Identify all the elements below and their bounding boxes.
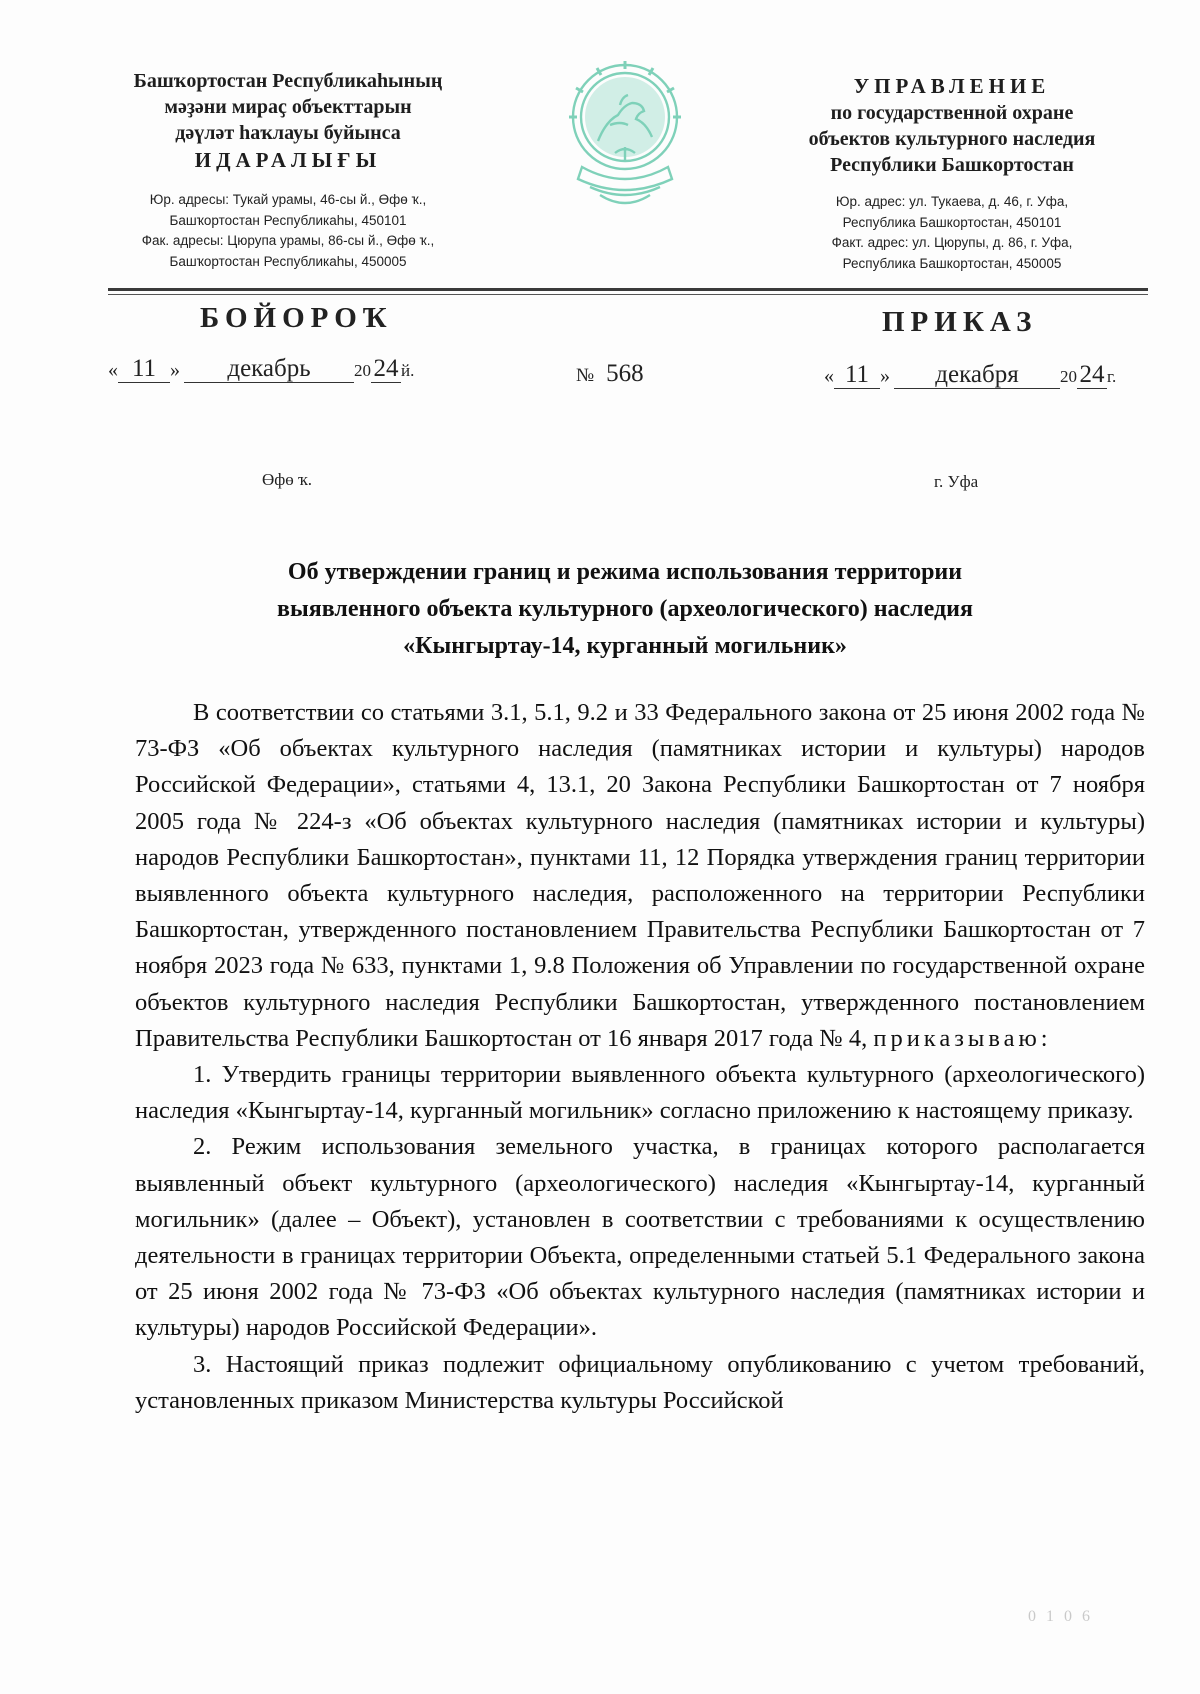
date-year-unit: г.: [1107, 367, 1117, 386]
number-label: №: [576, 365, 595, 386]
org-name-caps: УПРАВЛЕНИЕ: [853, 74, 1051, 98]
city-russian: г. Уфа: [934, 472, 979, 491]
preamble-paragraph: [135, 695, 1145, 1057]
address-line: Факт. адрес: ул. Цюрупы, д. 86, г. Уфа,: [831, 235, 1073, 250]
date-year-unit: й.: [401, 361, 415, 380]
date-year-suffix: 24: [371, 356, 401, 383]
number-value: 568: [606, 360, 644, 387]
order-word: приказываю:: [873, 1024, 1052, 1052]
address-line: Башҡортостан Республикаһы, 450101: [169, 212, 407, 228]
document-title: [150, 554, 1100, 665]
address-line: Республика Башкортостан, 450005: [842, 255, 1062, 271]
date-day: 11: [118, 356, 170, 383]
faint-page-mark: 0 1 0 6: [1028, 1608, 1093, 1625]
org-name-line: по государственной охране: [830, 102, 1074, 124]
date-year-prefix: 20: [354, 361, 371, 380]
org-name-line: дәүләт һаҡлауы буйынса: [175, 122, 401, 144]
quote-close: »: [170, 359, 180, 381]
preamble-text: В соответствии со статьями 3.1, 5.1, 9.2 и 33 Федерального закона от 25 июня 2002 года № 73-ФЗ «Об объектах культурного наследия (памятниках истории и культуры) народов Российской Федерации», статьями 4, 13.1, 20 Закона Республики Башкортостан от 7 ноября 2005 года № 224-з «Об объектах культурного наследия (памятниках истории и культуры) народов Республики Башкортостан», пунктами 11, 12 Порядка утверждения границ территории выявленного объекта культурного наследия, расположенного на территории Республики Башкортостан, утвержденного постановлением Правительства Республики Башкортостан от 7 ноября 2023 года № 633, пунктами 1, 9.8 Положения об Управлении по государственной охране объектов культурного наследия Республики Башкортостан, утвержденного постановлением Правительства Республики Башкортостан от 16 января 2017 года № 4,: [135, 699, 1145, 1052]
quote-open: «: [108, 359, 118, 381]
address-line: Фак. адресы: Цюрупа урамы, 86-сы й., Өфө ҡ.,: [141, 233, 435, 248]
date-month: декабрь: [184, 356, 354, 383]
quote-open: «: [824, 365, 834, 387]
order-title-bashkir: БОЙОРОҠ: [200, 302, 393, 334]
order-item: 2. Режим использования земельного участка, в границах которого располагается выявленный объект культурного (археологического) наследия «Кынгыртау-14, курганный могильник» (далее – Объект), установлен в соответствии с требованиями к осуществлению деятельности в границах территории Объекта, определенными статьей 5.1 Федерального закона от 25 июня 2002 года № 73-ФЗ «Об объектах культурного наследия (памятниках истории и культуры) народов Российской Федерации».: [135, 1133, 1145, 1342]
date-year-prefix: 20: [1060, 367, 1077, 386]
address-line: Юр. адрес: ул. Тукаева, д. 46, г. Уфа,: [835, 194, 1069, 209]
quote-close: »: [880, 365, 890, 387]
header-right-russian: [782, 72, 1122, 274]
order-title-russian: ПРИКАЗ: [882, 306, 1038, 338]
document-body: [135, 695, 1145, 1419]
bashkortostan-coat-of-arms-icon: [560, 55, 690, 215]
document-title-line: «Кынгыртау-14, курганный могильник»: [403, 633, 847, 659]
document-title-line: Об утверждении границ и режима использования территории: [287, 559, 963, 585]
order-item: 3. Настоящий приказ подлежит официальному опубликованию с учетом требований, установленных приказом Министерства культуры Российской: [135, 1350, 1145, 1414]
org-name-line: объектов культурного наследия: [808, 128, 1096, 150]
date-russian: [824, 362, 1116, 389]
header-divider-thin: [108, 294, 1148, 295]
header-left-bashkir: [108, 68, 468, 272]
date-month: декабря: [894, 362, 1060, 389]
header-divider: [108, 288, 1148, 291]
order-item: 1. Утвердить границы территории выявленного объекта культурного (археологического) наследия «Кынгыртау-14, курганный могильник» согласно приложению к настоящему приказу.: [135, 1061, 1145, 1125]
address-line: Башҡортостан Республикаһы, 450005: [169, 253, 407, 269]
org-name-line: Республики Башкортостан: [830, 154, 1074, 176]
org-name-line: Башҡортостан Республикаһының: [133, 70, 443, 92]
address-line: Юр. адресы: Тукай урамы, 46-сы й., Өфө ҡ.,: [149, 192, 427, 207]
address-line: Республика Башкортостан, 450101: [842, 214, 1062, 230]
document-title-line: выявленного объекта культурного (археологического) наследия: [277, 596, 973, 622]
address-block: [108, 190, 468, 272]
date-year-suffix: 24: [1077, 362, 1107, 389]
org-name-line: мәҙәни мираҫ объекттарын: [164, 96, 412, 118]
address-block: [782, 192, 1122, 274]
date-bashkir: [108, 356, 414, 383]
org-name-caps: ИДАРАЛЫҒЫ: [194, 148, 382, 172]
order-number: [576, 360, 644, 388]
city-bashkir: Өфө ҡ.: [262, 470, 313, 489]
date-day: 11: [834, 362, 880, 389]
